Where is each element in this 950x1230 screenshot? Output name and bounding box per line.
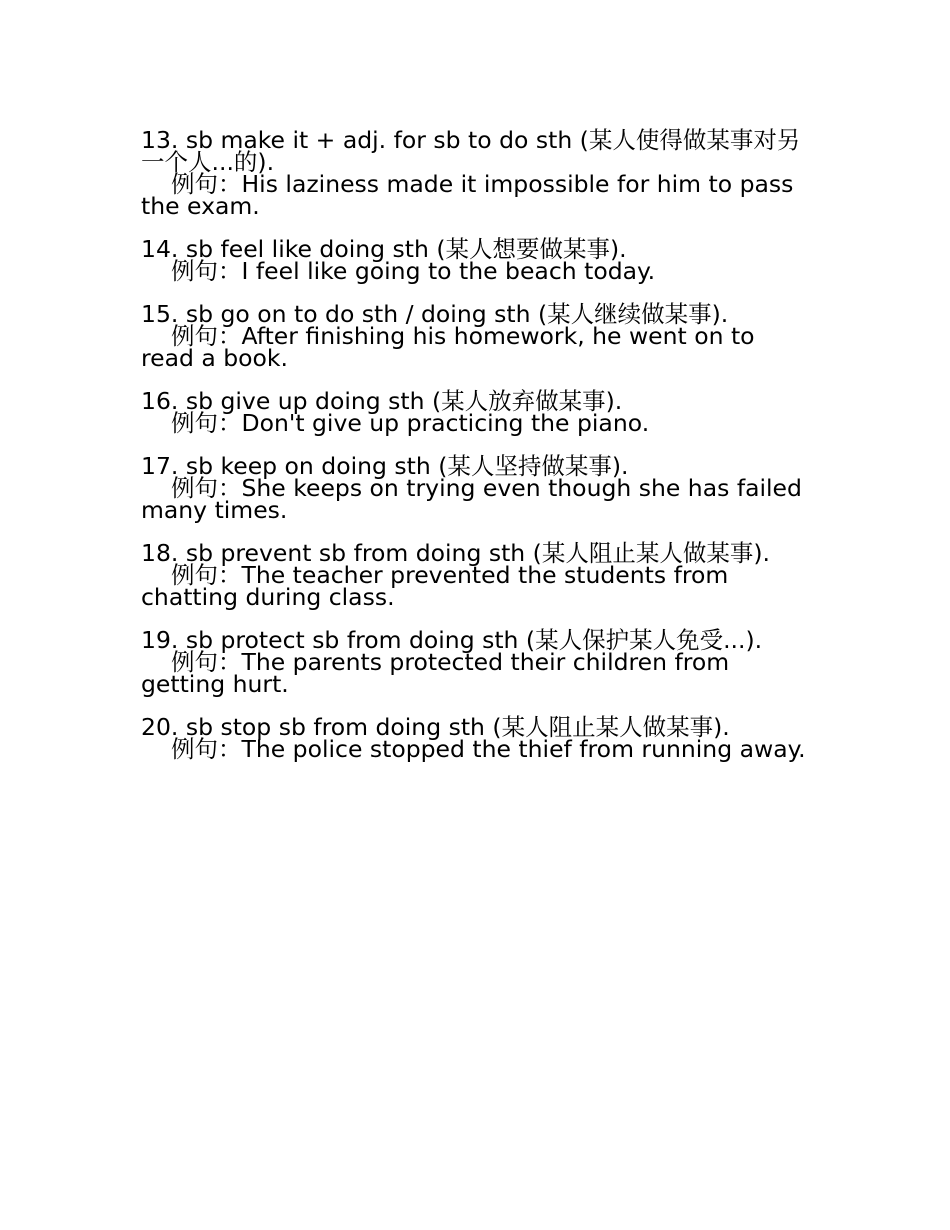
phrase-example: 例句：The teacher prevented the students from chatting during class. xyxy=(141,561,729,611)
phrase-heading: 18. sb prevent sb from doing sth (某人阻止某人做某事). xyxy=(141,539,770,567)
phrase-entry-17 xyxy=(141,452,813,524)
phrase-entry-18 xyxy=(141,539,813,611)
phrase-entry-14 xyxy=(141,235,813,285)
phrase-entry-19 xyxy=(141,626,813,698)
phrase-heading: 16. sb give up doing sth (某人放弃做某事). xyxy=(141,387,623,415)
phrase-example: 例句：She keeps on trying even though she has failed many times. xyxy=(141,474,802,524)
phrase-example: 例句：After finishing his homework, he went on to read a book. xyxy=(141,322,755,372)
phrase-heading: 17. sb keep on doing sth (某人坚持做某事). xyxy=(141,452,629,480)
phrase-heading: 20. sb stop sb from doing sth (某人阻止某人做某事). xyxy=(141,713,730,741)
phrase-heading: 15. sb go on to do sth / doing sth (某人继续做某事). xyxy=(141,300,729,328)
phrase-entry-13 xyxy=(141,126,813,220)
phrase-example: 例句：I feel like going to the beach today. xyxy=(171,257,656,285)
phrase-list xyxy=(141,126,813,781)
phrase-heading: 13. sb make it + adj. for sb to do sth (某人使得做某事对另一个人...的). xyxy=(141,126,801,176)
phrase-entry-20 xyxy=(141,713,813,763)
phrase-example: 例句：Don't give up practicing the piano. xyxy=(171,409,650,437)
phrase-example: 例句：His laziness made it impossible for him to pass the exam. xyxy=(141,170,794,220)
phrase-example: 例句：The parents protected their children from getting hurt. xyxy=(141,648,730,698)
phrase-heading: 14. sb feel like doing sth (某人想要做某事). xyxy=(141,235,627,263)
phrase-entry-15 xyxy=(141,300,813,372)
phrase-example: 例句：The police stopped the thief from running away. xyxy=(171,735,806,763)
phrase-entry-16 xyxy=(141,387,813,437)
phrase-heading: 19. sb protect sb from doing sth (某人保护某人免受...). xyxy=(141,626,763,654)
